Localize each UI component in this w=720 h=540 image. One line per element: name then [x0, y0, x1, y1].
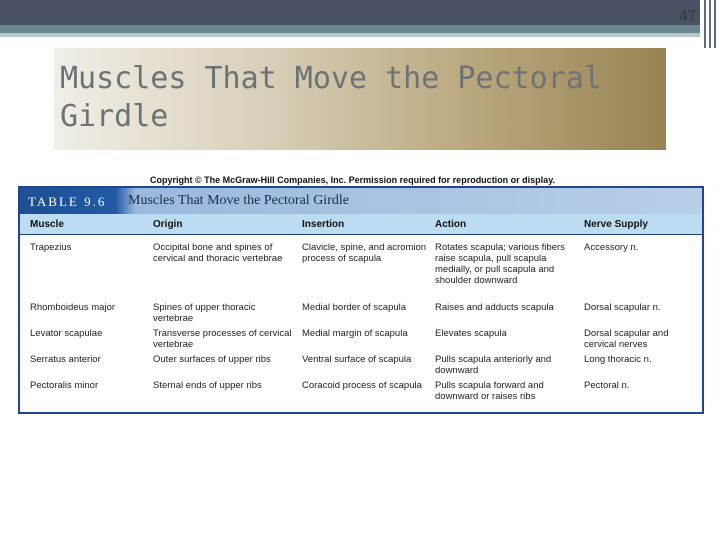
cell-origin: Spines of upper thoracic vertebrae [153, 302, 256, 324]
cell-action: Elevates scapula [435, 328, 507, 339]
cell-muscle: Serratus anterior [30, 354, 101, 365]
table-title: Muscles That Move the Pectoral Girdle [128, 193, 349, 208]
cell-nerve: Pectoral n. [584, 380, 630, 391]
cell-insertion: Ventral surface of scapula [302, 354, 412, 365]
cell-action: Rotates scapula; various fibers raise scapula, pull scapula medially, or pull scapula and shoulder downward [435, 242, 565, 286]
cell-muscle: Pectoralis minor [30, 380, 99, 391]
header-origin: Origin [153, 219, 183, 230]
header-nerve-supply: Nerve Supply [584, 219, 648, 230]
cell-origin: Sternal ends of upper ribs [153, 380, 262, 391]
cell-nerve: Long thoracic n. [584, 354, 652, 365]
table-label: TABLE 9.6 [28, 194, 107, 209]
cell-nerve: Dorsal scapular and cervical nerves [584, 328, 669, 350]
top-bar [0, 0, 700, 25]
cell-insertion: Clavicle, spine, and acromion process of scapula [302, 242, 427, 264]
table-header-row [20, 214, 702, 235]
cell-action: Pulls scapula anteriorly and downward [435, 354, 552, 376]
cell-insertion: Medial border of scapula [302, 302, 407, 313]
slide-title: Muscles That Move the Pectoral Girdle [60, 61, 602, 134]
top-stripe-light [0, 33, 700, 37]
slide-number: 47 [679, 6, 696, 25]
header-muscle: Muscle [30, 219, 64, 230]
cell-origin: Transverse processes of cervical vertebrae [153, 328, 292, 350]
cell-insertion: Coracoid process of scapula [302, 380, 422, 391]
corner-decoration [700, 0, 720, 48]
copyright-notice: Copyright © The McGraw-Hill Companies, Inc. Permission required for reproduction or display. [150, 175, 556, 185]
top-stripe [0, 25, 700, 33]
cell-nerve: Dorsal scapular n. [584, 302, 661, 313]
cell-origin: Outer surfaces of upper ribs [153, 354, 271, 365]
header-action: Action [435, 219, 467, 230]
cell-action: Raises and adducts scapula [435, 302, 554, 313]
cell-muscle: Rhomboideus major [30, 302, 116, 313]
cell-muscle: Trapezius [30, 242, 72, 253]
cell-origin: Occipital bone and spines of cervical and thoracic vertebrae [153, 242, 283, 264]
header-insertion: Insertion [302, 219, 345, 230]
cell-insertion: Medial margin of scapula [302, 328, 408, 339]
cell-action: Pulls scapula forward and downward or raises ribs [435, 380, 544, 402]
cell-muscle: Levator scapulae [30, 328, 103, 339]
table-caption [20, 188, 702, 214]
muscle-table [18, 186, 704, 414]
cell-nerve: Accessory n. [584, 242, 639, 253]
